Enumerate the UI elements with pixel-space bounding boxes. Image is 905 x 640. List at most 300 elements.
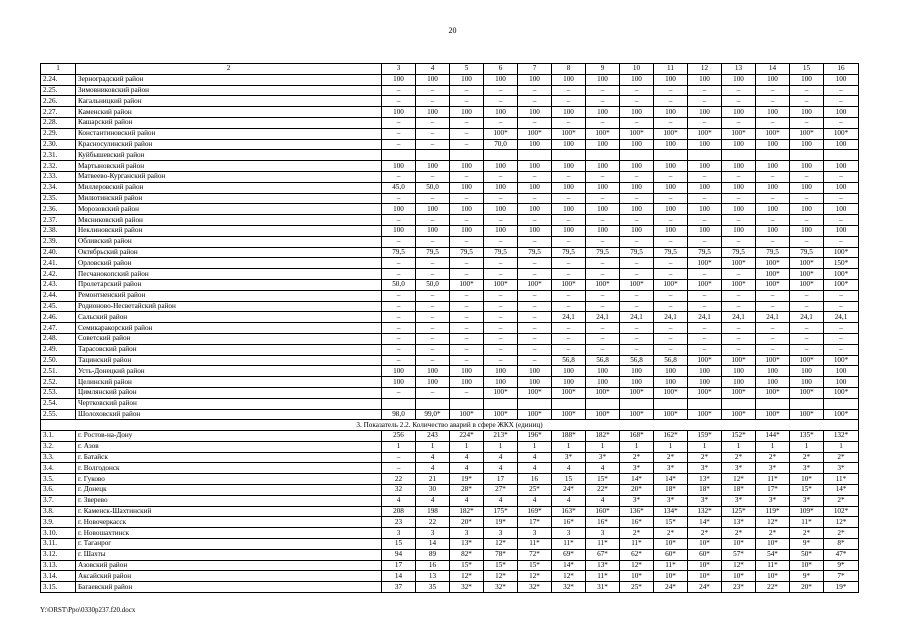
table-cell: – [450,236,484,247]
table-cell: – [382,301,416,312]
column-header: 6 [484,64,518,75]
row-name: г. Ростов-на-Дону [76,431,382,442]
table-cell: – [518,290,552,301]
table-cell: – [620,117,654,128]
table-cell: – [484,333,518,344]
table-cell: 100 [654,107,688,118]
table-cell: 3 [518,528,552,539]
table-cell: 100 [586,377,620,388]
table-cell: 100 [450,107,484,118]
table-cell: 256 [382,431,416,442]
table-cell [688,150,722,161]
table-cell: 16 [518,474,552,485]
row-name: Азовский район [76,560,382,571]
table-cell: 100* [620,409,654,420]
table-cell: 2* [790,452,824,463]
row-name: Куйбышевский район [76,150,382,161]
table-cell: 2* [620,452,654,463]
table-cell: 3 [586,528,620,539]
table-cell: 100 [518,182,552,193]
table-cell: 100 [722,161,756,172]
table-cell: 2* [620,528,654,539]
table-cell: 100 [518,161,552,172]
row-number: 3.3. [41,452,76,463]
table-cell: 13* [688,474,722,485]
table-cell: 100* [756,355,790,366]
table-cell: – [722,269,756,280]
column-header: 4 [416,64,450,75]
table-cell: 54* [756,549,790,560]
table-cell [484,398,518,409]
table-cell: – [654,333,688,344]
table-cell: 100 [484,377,518,388]
table-cell: 10* [620,571,654,582]
table-cell: 79,5 [688,247,722,258]
table-cell: – [450,215,484,226]
table-cell: 23* [722,582,756,593]
table-cell [620,398,654,409]
table-cell: – [450,312,484,323]
table-cell: – [416,290,450,301]
table-cell: 3* [824,463,859,474]
row-number: 2.33. [41,171,76,182]
table-cell: – [586,344,620,355]
table-row [41,560,859,571]
row-name: Тарасовский район [76,344,382,355]
table-cell: 17* [518,517,552,528]
row-number: 2.52. [41,377,76,388]
table-cell: – [586,269,620,280]
table-cell: 4 [518,463,552,474]
table-cell: 100 [824,377,859,388]
table-cell: – [450,128,484,139]
row-number: 2.35. [41,193,76,204]
table-cell: 100 [552,204,586,215]
row-name: Октябрьский район [76,247,382,258]
table-cell: – [824,215,859,226]
table-cell: 11* [756,474,790,485]
table-cell: 100 [484,182,518,193]
table-cell: – [484,290,518,301]
row-name: Багаевский район [76,582,382,593]
table-cell: 100* [620,128,654,139]
table-cell: 100 [824,74,859,85]
table-cell: – [552,171,586,182]
table-cell: – [654,215,688,226]
table-cell: 24,1 [756,312,790,323]
table-cell: 100* [484,279,518,290]
table-cell: – [756,193,790,204]
table-cell: – [518,96,552,107]
table-cell: 100 [824,366,859,377]
table-cell: 4 [450,495,484,506]
table-cell [586,398,620,409]
table-cell: – [688,85,722,96]
table-row [41,247,859,258]
table-row [41,128,859,139]
table-cell: 100* [824,128,859,139]
table-cell: 100* [586,279,620,290]
table-cell: 100 [688,182,722,193]
table-cell: 100 [654,182,688,193]
table-cell: 100* [722,258,756,269]
table-row [41,441,859,452]
table-cell: – [756,96,790,107]
table-cell: – [756,333,790,344]
table-cell: 100 [552,107,586,118]
table-cell: 3* [620,463,654,474]
table-cell: 31* [586,582,620,593]
table-cell: – [688,290,722,301]
table-row [41,506,859,517]
table-cell: 56,8 [552,355,586,366]
table-cell: 4 [552,495,586,506]
table-cell: 2* [824,452,859,463]
row-number: 2.39. [41,236,76,247]
table-cell: 3 [450,528,484,539]
table-cell: 17 [382,560,416,571]
table-cell: 100 [620,161,654,172]
table-cell: – [416,193,450,204]
table-cell: 1 [382,441,416,452]
table-cell: 100 [382,74,416,85]
table-row [41,171,859,182]
table-cell: – [416,355,450,366]
table-cell: 100 [382,366,416,377]
table-cell: 30 [416,485,450,496]
table-cell: – [790,96,824,107]
row-name: Неклиновский район [76,225,382,236]
table-cell: 24,1 [654,312,688,323]
table-cell: 1 [552,441,586,452]
table-cell: – [518,312,552,323]
table-cell: – [620,236,654,247]
row-name: Зимовниковский район [76,85,382,96]
table-cell: – [756,171,790,182]
row-number: 2.45. [41,301,76,312]
row-number: 3.14. [41,571,76,582]
table-cell [450,150,484,161]
table-cell: 15* [586,474,620,485]
table-cell: 100 [722,366,756,377]
table-cell: – [824,344,859,355]
row-name: Милютинский район [76,193,382,204]
table-cell: 100* [450,279,484,290]
table-cell: 100* [824,355,859,366]
table-cell: 1 [756,441,790,452]
row-name: г. Новошахтинск [76,528,382,539]
table-cell: – [552,258,586,269]
table-row [41,452,859,463]
table-cell: – [654,85,688,96]
table-cell: 2* [688,452,722,463]
table-cell: 100 [586,366,620,377]
row-number: 2.26. [41,96,76,107]
table-row [41,409,859,420]
row-name: Кагальницкий район [76,96,382,107]
column-header: 11 [654,64,688,75]
table-cell: 100 [790,74,824,85]
table-cell: 100 [382,225,416,236]
table-cell: – [416,269,450,280]
table-cell: 60* [654,549,688,560]
table-cell: 100 [824,161,859,172]
table-cell: 100* [722,409,756,420]
table-cell: – [654,96,688,107]
row-name: г. Новочеркасск [76,517,382,528]
table-cell: 11* [824,474,859,485]
row-number: 2.38. [41,225,76,236]
table-cell: 100 [756,161,790,172]
table-cell: 4 [552,463,586,474]
table-cell: 100 [688,161,722,172]
table-cell: – [450,333,484,344]
table-cell [824,150,859,161]
table-cell: 100 [416,366,450,377]
table-row [41,571,859,582]
table-cell: 12* [484,539,518,550]
table-cell: 24,1 [620,312,654,323]
table-row [41,182,859,193]
table-cell: – [654,193,688,204]
table-cell: – [450,139,484,150]
table-cell: 32* [450,582,484,593]
table-cell: 4 [586,495,620,506]
table-row [41,85,859,96]
table-cell: – [756,323,790,334]
row-number: 2.40. [41,247,76,258]
row-name: Кашарский район [76,117,382,128]
row-number: 2.51. [41,366,76,377]
table-cell: – [552,290,586,301]
table-cell: 162* [654,431,688,442]
table-cell: 28* [450,485,484,496]
table-row [41,333,859,344]
table-cell: – [654,301,688,312]
row-number: 2.32. [41,161,76,172]
table-cell: – [620,193,654,204]
table-cell: – [450,96,484,107]
table-cell: 100 [620,225,654,236]
row-number: 2.50. [41,355,76,366]
table-cell: – [450,117,484,128]
table-cell: 100* [688,279,722,290]
table-cell: – [586,171,620,182]
table-cell: 20* [620,485,654,496]
table-cell: 224* [450,431,484,442]
table-cell: 100 [654,204,688,215]
table-cell: 21 [416,474,450,485]
table-cell: – [654,323,688,334]
row-number: 2.48. [41,333,76,344]
table-cell: – [790,301,824,312]
table-cell: 100 [586,161,620,172]
column-header: 10 [620,64,654,75]
table-cell: 37 [382,582,416,593]
table-cell: 79,5 [552,247,586,258]
table-cell: 100 [552,225,586,236]
table-cell: 16* [586,517,620,528]
table-row [41,225,859,236]
table-cell: – [484,215,518,226]
table-cell: – [382,333,416,344]
table-cell: 100 [620,366,654,377]
table-cell: 100 [688,377,722,388]
table-cell: 100* [824,247,859,258]
table-cell: 100* [620,387,654,398]
table-cell: 100* [824,387,859,398]
table-cell: – [688,301,722,312]
table-cell: 2* [654,452,688,463]
row-number: 3.15. [41,582,76,593]
row-number: 3.12. [41,549,76,560]
table-cell: 100* [756,258,790,269]
table-cell: – [586,193,620,204]
table-cell: 100* [790,258,824,269]
table-cell: – [722,171,756,182]
table-cell: 2* [824,528,859,539]
table-cell: – [518,323,552,334]
table-cell: 100* [722,128,756,139]
table-cell [552,398,586,409]
table-cell: 100* [654,279,688,290]
table-cell: 12* [824,517,859,528]
row-number: 2.41. [41,258,76,269]
table-cell: – [450,323,484,334]
table-cell: 100* [518,409,552,420]
table-row [41,431,859,442]
row-number: 2.46. [41,312,76,323]
table-cell: – [722,96,756,107]
table-cell: – [450,290,484,301]
table-row [41,269,859,280]
column-header: 3 [382,64,416,75]
row-name: Тацинский район [76,355,382,366]
table-cell: 22* [586,485,620,496]
table-cell: 4 [416,452,450,463]
table-cell: 15* [518,560,552,571]
table-cell: 11* [654,560,688,571]
table-cell: 150* [824,258,859,269]
table-cell: 98,0 [382,409,416,420]
table-cell: 100 [416,74,450,85]
table-cell: 99,0* [416,409,450,420]
table-cell: 100 [756,366,790,377]
table-cell: – [416,312,450,323]
table-cell [654,150,688,161]
table-cell: 70,0 [484,139,518,150]
table-cell: – [654,117,688,128]
table-cell: 125* [722,506,756,517]
table-cell: 24,1 [552,312,586,323]
table-cell: 18* [654,485,688,496]
row-name: Шолоховский район [76,409,382,420]
table-cell: – [722,215,756,226]
table-cell: 15* [484,560,518,571]
table-cell: 100 [654,366,688,377]
table-cell: – [790,117,824,128]
table-cell: – [484,96,518,107]
table-cell: 32 [382,485,416,496]
table-cell: – [790,344,824,355]
table-cell: 169* [518,506,552,517]
table-cell: 22 [416,517,450,528]
table-cell: 50,0 [416,182,450,193]
table-cell: 45,0 [382,182,416,193]
table-cell: 12* [484,571,518,582]
table-cell: 100* [790,355,824,366]
table-cell: 100 [688,204,722,215]
table-cell: 100* [484,387,518,398]
table-cell: 79,5 [756,247,790,258]
table-cell [382,398,416,409]
table-cell: 100 [518,107,552,118]
table-cell: 100 [382,204,416,215]
row-number: 3.13. [41,560,76,571]
table-cell: – [824,323,859,334]
table-cell: 79,5 [620,247,654,258]
table-cell: 100 [824,139,859,150]
table-cell: 12* [722,474,756,485]
table-cell: 12* [552,571,586,582]
column-header: 8 [552,64,586,75]
table-cell: – [484,344,518,355]
table-cell: – [688,193,722,204]
table-cell: 100 [790,204,824,215]
table-cell: 11* [586,571,620,582]
table-cell: 3* [654,463,688,474]
row-name: Советский район [76,333,382,344]
table-cell: 100* [790,387,824,398]
table-cell: 100 [722,204,756,215]
table-cell: 10* [688,571,722,582]
table-cell: 4 [450,463,484,474]
table-cell: – [382,269,416,280]
table-cell: 213* [484,431,518,442]
table-cell: 100* [484,409,518,420]
row-name: Цимлянский район [76,387,382,398]
row-number: 3.1. [41,431,76,442]
table-cell: 1 [654,441,688,452]
table-cell: 134* [654,506,688,517]
table-cell: – [620,301,654,312]
table-cell: – [450,193,484,204]
table-cell: – [450,344,484,355]
table-cell: 12* [756,517,790,528]
table-cell: 100 [586,182,620,193]
table-cell: 100 [382,377,416,388]
table-cell: 24,1 [722,312,756,323]
table-cell: 100 [722,107,756,118]
table-row [41,258,859,269]
table-cell: 175* [484,506,518,517]
table-cell: 24,1 [824,312,859,323]
table-cell: 72* [518,549,552,560]
table-cell: 79,5 [382,247,416,258]
table-cell [518,398,552,409]
table-cell: 3* [654,495,688,506]
table-cell: 100 [824,107,859,118]
table-cell: 144* [756,431,790,442]
table-cell: 100* [654,387,688,398]
row-number: 2.30. [41,139,76,150]
row-name: Мартыновский район [76,161,382,172]
table-cell: 100* [824,409,859,420]
table-cell: 32* [518,582,552,593]
row-name: Зерноградский район [76,74,382,85]
table-cell: 10* [688,560,722,571]
table-cell: 100 [620,377,654,388]
